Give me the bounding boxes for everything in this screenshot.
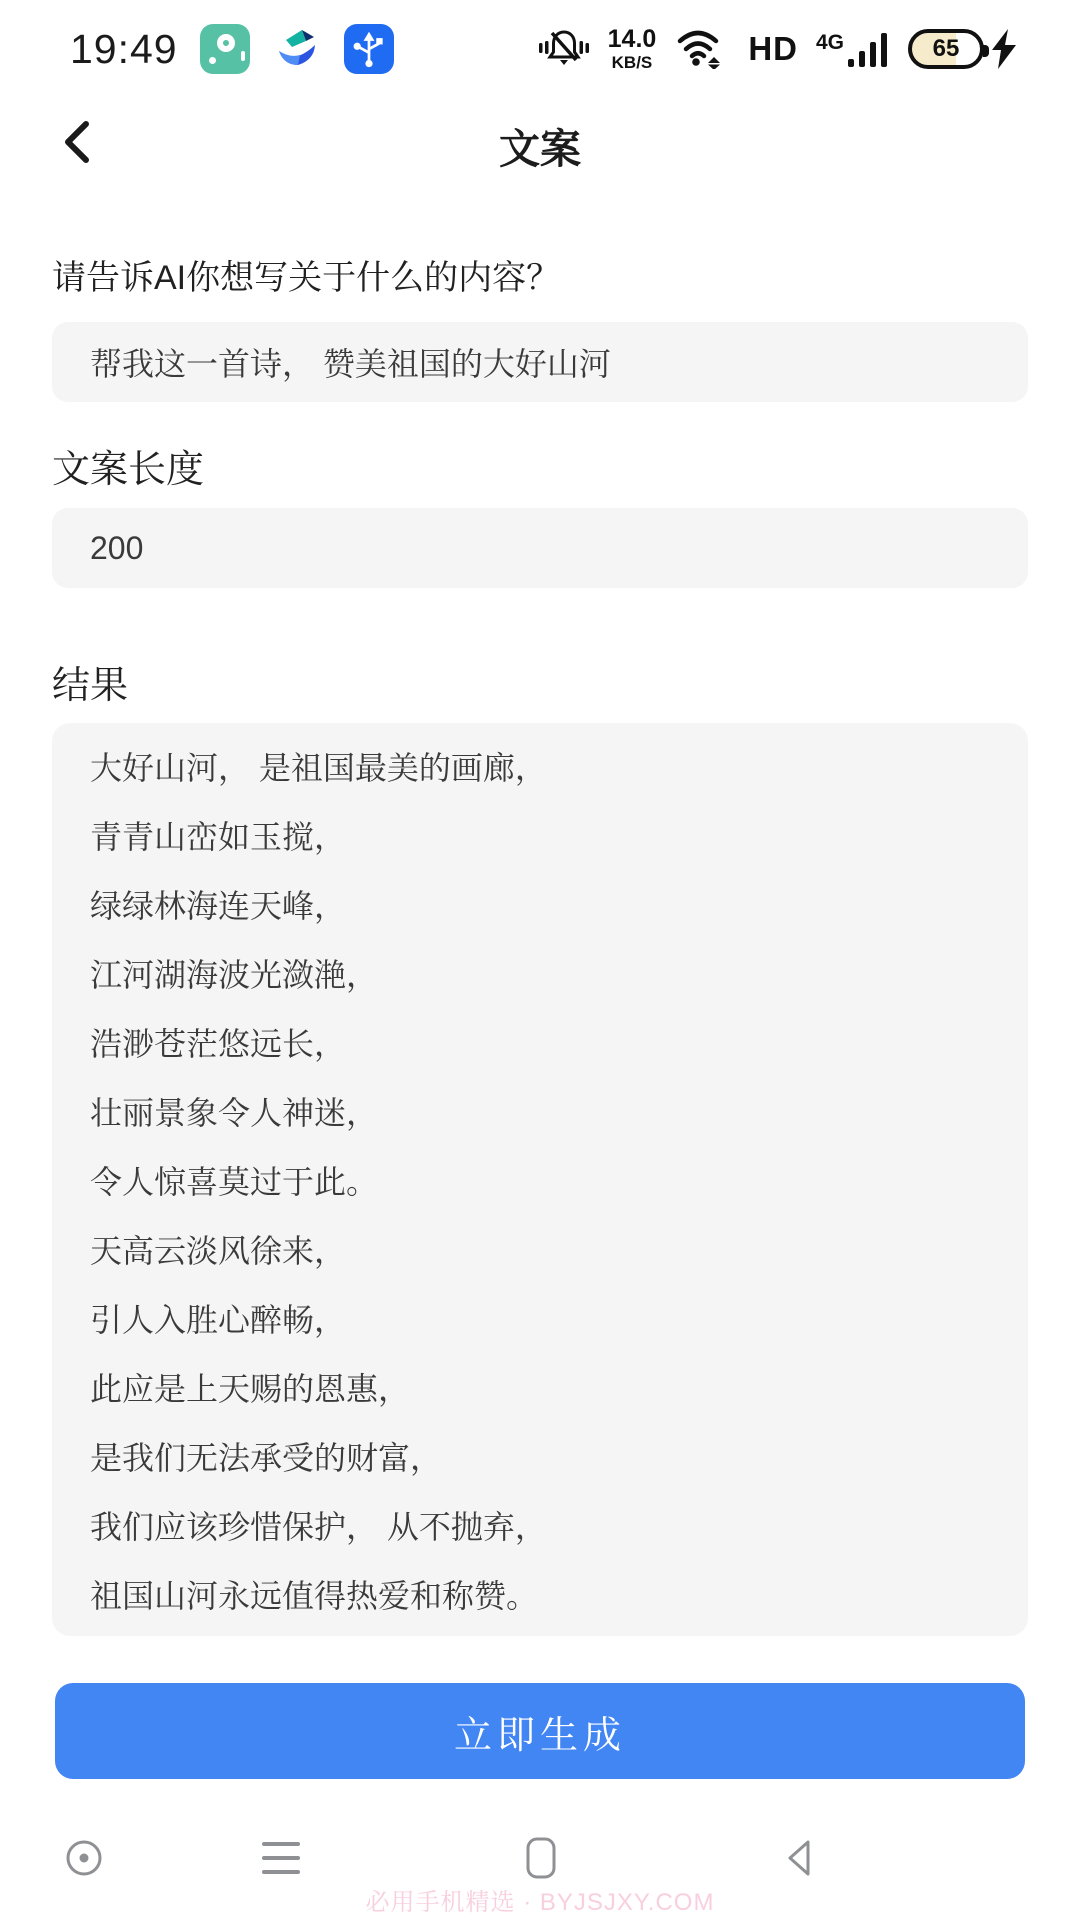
poem-line: 是我们无法承受的财富， xyxy=(90,1439,443,1476)
recorder-disc-icon xyxy=(217,34,235,52)
network-speed-value: 14.0 xyxy=(607,25,657,53)
swoosh-app-icon xyxy=(272,24,322,74)
clock: 19:49 xyxy=(70,25,178,72)
length-label: 文案长度 xyxy=(52,449,205,491)
poem-line: 祖国山河永远值得热爱和称赞。 xyxy=(90,1577,539,1614)
poem-line: 此应是上天赐的恩惠， xyxy=(90,1370,411,1407)
poem-line: 天高云淡风徐来， xyxy=(90,1232,347,1269)
length-input-value: 200 xyxy=(90,529,144,566)
battery-icon xyxy=(908,29,984,69)
menu-button[interactable] xyxy=(253,1826,309,1890)
poem-line: 令人惊喜莫过于此。 xyxy=(90,1163,379,1200)
poem-line: 壮丽景象令人神迷， xyxy=(90,1094,379,1131)
result-textarea[interactable] xyxy=(52,723,1028,1636)
page-title: 文案 xyxy=(499,126,581,172)
battery-percent: 65 xyxy=(932,35,960,62)
home-icon xyxy=(517,1834,565,1882)
status-bar xyxy=(70,18,1018,80)
battery-indicator xyxy=(908,28,1018,70)
usb-app-icon xyxy=(344,24,394,74)
signal-bars-icon xyxy=(816,29,890,69)
length-input[interactable] xyxy=(52,508,1028,588)
result-label: 结果 xyxy=(52,665,129,707)
generate-button[interactable]: 立即生成 xyxy=(55,1683,1025,1779)
poem-line: 浩渺苍茫悠远长， xyxy=(90,1025,347,1062)
prompt-input[interactable] xyxy=(52,322,1028,402)
network-speed xyxy=(608,27,657,71)
home-button[interactable] xyxy=(513,1826,569,1890)
poem-line: 引人入胜心醉畅， xyxy=(90,1301,347,1338)
header xyxy=(0,106,1080,178)
recents-button[interactable] xyxy=(56,1826,112,1890)
recorder-dot-icon xyxy=(209,57,216,64)
poem-line: 青青山峦如玉搅， xyxy=(90,818,347,855)
poem-line: 绿绿林海连天峰， xyxy=(90,887,347,924)
recents-icon xyxy=(60,1834,108,1882)
poem-line: 大好山河， 是祖国最美的画廊， xyxy=(90,749,547,786)
network-type-label: 4G xyxy=(815,31,844,54)
prompt-label: 请告诉AI你想写关于什么的内容？ xyxy=(52,259,561,297)
poem-line: 江河湖海波光潋滟， xyxy=(90,956,379,993)
charging-bolt-icon xyxy=(990,28,1018,70)
hd-badge: HD xyxy=(748,30,798,67)
watermark-text: 必用手机精选 · BYJSJXY.COM xyxy=(365,1889,715,1916)
network-speed-unit: KB/S xyxy=(611,53,653,72)
prompt-input-value: 帮我这一首诗， 赞美祖国的大好山河 xyxy=(90,346,611,382)
back-nav-icon xyxy=(777,1834,825,1882)
menu-icon xyxy=(262,1842,300,1874)
recorder-tick-icon xyxy=(241,51,245,61)
wifi-icon xyxy=(674,25,730,74)
back-nav-button[interactable] xyxy=(773,1826,829,1890)
poem-line: 我们应该珍惜保护， 从不抛弃， xyxy=(90,1508,547,1545)
recorder-app-icon xyxy=(200,24,250,74)
bell-mute-icon xyxy=(538,24,590,75)
